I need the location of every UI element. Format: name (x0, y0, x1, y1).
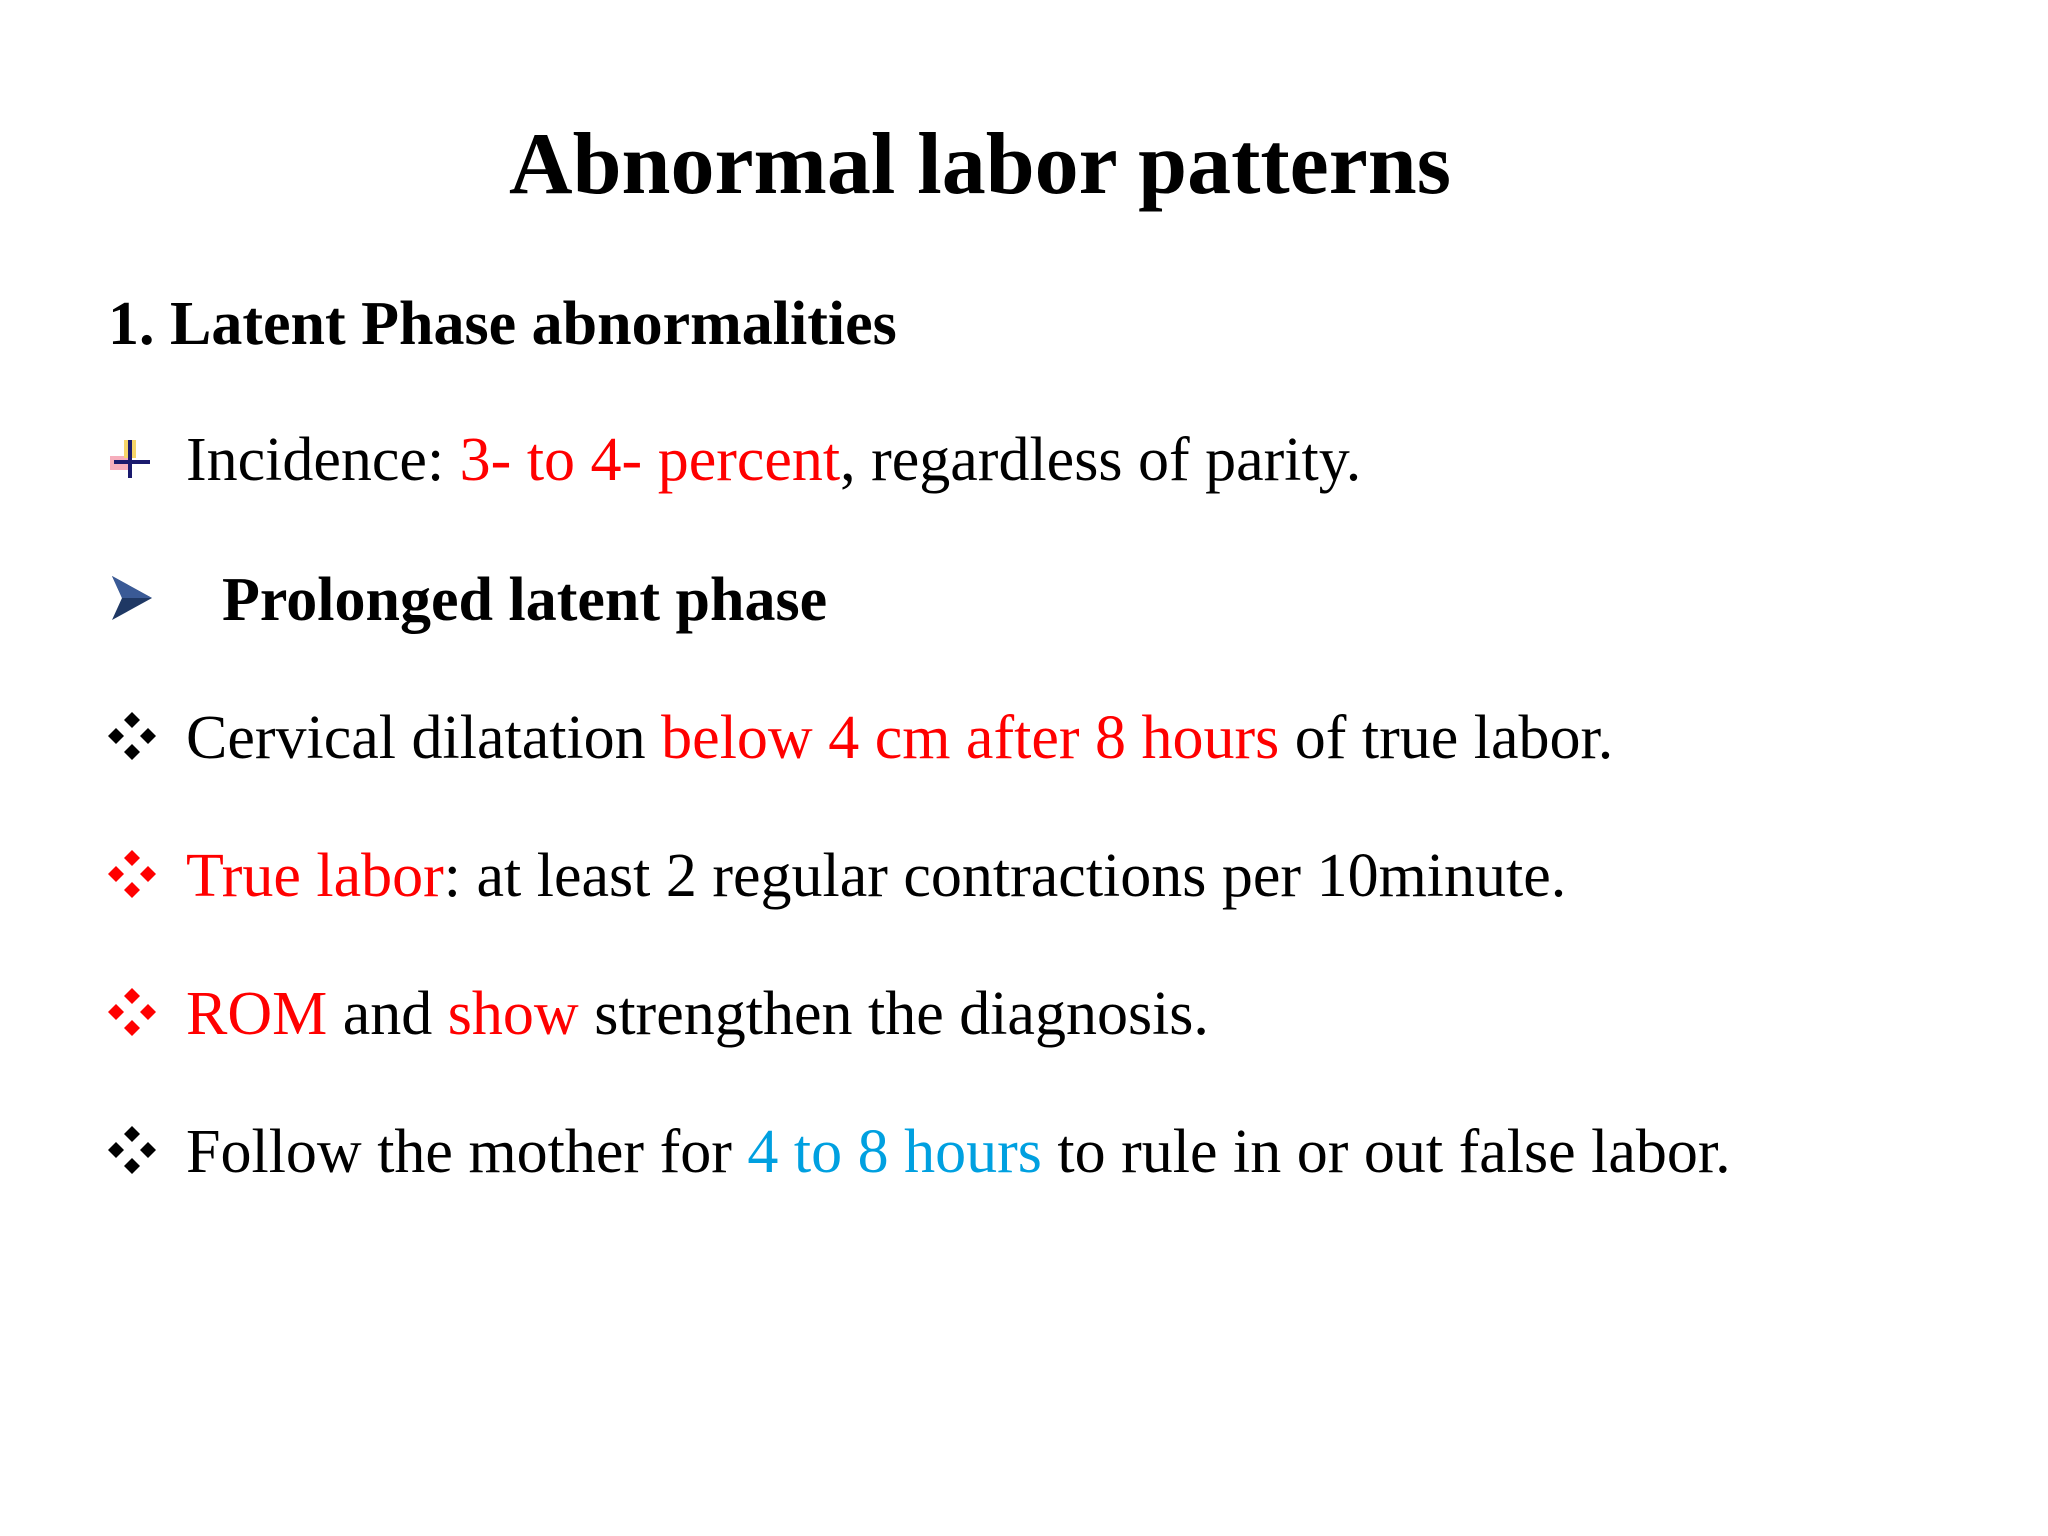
highlight-red-segment: ROM (186, 980, 328, 1048)
slide-title: Abnormal labor patterns (509, 116, 1451, 213)
highlight-red-segment: show (447, 980, 579, 1048)
text-segment: to rule in or out false labor. (1041, 1118, 1731, 1186)
bullet-text (186, 420, 1361, 500)
arrow-bullet-icon (108, 574, 156, 622)
highlight-red-segment: True labor (186, 842, 444, 910)
cross-bullet-icon (108, 434, 156, 482)
highlight-red-segment: below 4 cm after 8 hours (661, 704, 1280, 772)
text-segment: : at least 2 regular contractions per 10minute. (443, 842, 1567, 910)
bullet-text (186, 1112, 1731, 1192)
diamond-bullet-icon (108, 1126, 156, 1174)
text-segment: Cervical dilatation (186, 704, 662, 772)
bullet-text: Prolonged latent phase (222, 566, 828, 634)
highlight-blue-segment: 4 to 8 hours (747, 1118, 1042, 1186)
text-segment: Follow the mother for (186, 1118, 748, 1186)
diamond-bullet-red-icon (108, 988, 156, 1036)
diamond-bullet-red-icon (108, 850, 156, 898)
text-segment: and (327, 980, 448, 1048)
diamond-bullet-icon (108, 712, 156, 760)
bullet-text (186, 974, 1209, 1054)
bullet-text (186, 836, 1566, 916)
section-heading: 1. Latent Phase abnormalities (108, 290, 897, 358)
text-segment: strengthen the diagnosis. (578, 980, 1209, 1048)
text-segment: , regardless of parity. (840, 426, 1362, 494)
text-segment: of true labor. (1279, 704, 1614, 772)
bullet-text (186, 698, 1613, 778)
highlight-red-segment: 3- to 4- percent (459, 426, 841, 494)
text-segment: Incidence: (186, 426, 460, 494)
